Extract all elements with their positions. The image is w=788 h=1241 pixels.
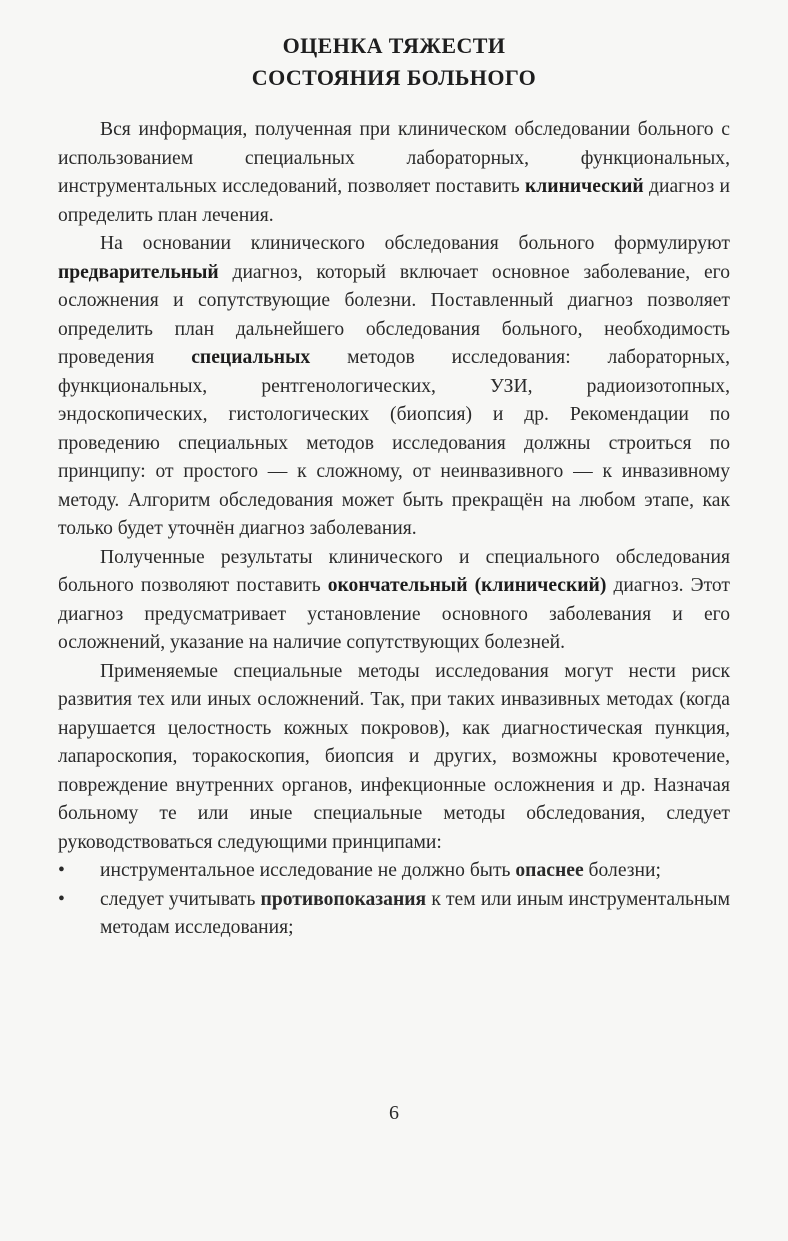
paragraph-3-text-a: Полученные результаты клинического и специального обследования больного позволяют поставить [58, 546, 730, 596]
list-item-text-c: к тем или иным инструментальным методам исследования; [100, 888, 730, 938]
paragraph-1 [58, 116, 730, 230]
list-item-text-a: инструментальное исследование не должно быть [100, 860, 516, 881]
section-title-line-1: ОЦЕНКА ТЯЖЕСТИ [282, 33, 506, 58]
bullet-icon: • [58, 888, 65, 910]
term-clinical: клинический [525, 176, 644, 197]
principles-list [58, 857, 730, 943]
list-item-text-c: болезни; [583, 860, 661, 881]
bullet-icon: • [58, 860, 65, 881]
paragraph-1-text-c: диагноз и определить план лечения. [58, 176, 730, 226]
paragraph-3 [58, 544, 730, 658]
paragraph-2-text-e: методов исследования: лабораторных, функциональных, рентгенологических, УЗИ, радиоизотопных, эндоскопических, гистологических (биопсия) и др. Рекомендации по проведению специальных методов исследования должны строиться по принципу: от простого — к сложному, от неинвазивного — к инвазивному методу. Алгоритм обследования может быть прекращён на любом этапе, как только будет уточнён диагноз заболевания. [58, 347, 731, 539]
paragraph-4 [58, 658, 730, 858]
term-final-clinical: окончательный (клинический) [327, 575, 607, 596]
term-contraindications: противопоказания [260, 888, 427, 910]
paragraph-1-text-a: Вся информация, полученная при клиническом обследовании больного с использованием специальных лабораторных, функциональных, инструментальных исследований, позволяет поставить [58, 119, 730, 197]
paragraph-3-text-c: диагноз. Этот диагноз предусматривает установление основного заболевания и его осложнений, указание на наличие сопутствующих болезней. [58, 575, 730, 653]
section-title-line-2: СОСТОЯНИЯ БОЛЬНОГО [251, 65, 537, 90]
paragraph-2-text-a: На основании клинического обследования больного формулируют [100, 233, 730, 254]
term-special: специальных [191, 347, 311, 368]
paragraph-4-text: Применяемые специальные методы исследования могут нести риск развития тех или иных осложнений. Так, при таких инвазивных методах (когда нарушается целостность кожных покровов), как диагностическая пункция, лапароскопия, торакоскопия, биопсия и других, возможны кровотечение, повреждение внутренних органов, инфекционные осложнения и др. Назначая больному те или иные специальные методы обследования, следует руководствоваться следующими принципами: [58, 660, 730, 853]
term-more-dangerous: опаснее [515, 860, 584, 881]
paragraph-2-text-c: диагноз, который включает основное заболевание, его осложнения и сопутствующие болезни. Поставленный диагноз позволяет определить план дальнейшего обследования больного, необходимость проведения [58, 261, 730, 368]
term-preliminary: предварительный [58, 261, 219, 283]
page-number: 6 [389, 1102, 399, 1124]
list-item [58, 886, 730, 943]
list-item-text-a: следует учитывать [100, 888, 261, 910]
section-title [58, 30, 730, 94]
paragraph-2 [58, 230, 730, 544]
list-item [58, 857, 730, 886]
